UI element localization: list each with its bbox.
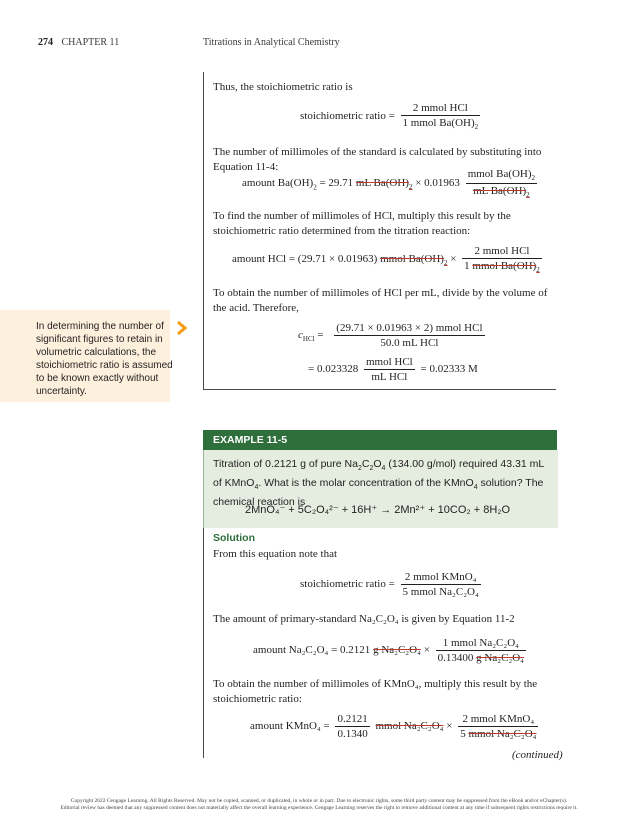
s-eq3-lhs: amount KMnO₄ = — [250, 720, 330, 733]
solution-paragraph-3: To obtain the number of millimoles of KMnO₄, multiply this result by the stoichiometric ratio: — [213, 678, 538, 705]
eq4-lhs-sub: HCl — [302, 335, 315, 344]
eq5-rhs: = 0.02333 M — [420, 363, 478, 376]
equation-amount-baoh2: amount $Ba(OH)_2 = 29.71$ mL $Ba(OH)_2 \times 0.01963$ $\frac{mmol Ba(OH)_2}{mL Ba(OH)_2}$ — [242, 168, 536, 200]
solution-equation-ratio — [300, 571, 484, 598]
s-eq1-numerator: 2 mmol KMnO₄ — [401, 571, 481, 585]
chevron-right-icon — [176, 320, 188, 336]
eq5-denominator: mL HCl — [371, 371, 408, 383]
s-eq1-lhs: stoichiometric ratio = — [300, 578, 395, 591]
eq3-strike: mmol Ba(OH) — [380, 253, 444, 266]
s-eq2-strike: g Na₂C₂O₄ — [373, 644, 421, 657]
eq3-numerator: 2 mmol HCl — [462, 245, 542, 259]
continued-label — [512, 748, 563, 763]
footer-line-1: Copyright 2022 Cengage Learning. All Rights Reserved. May not be copied, scanned, or duplicated, in whole or in part. Due to electronic rights, some third party content may be suppressed from the eBook and/or eChapter(s). — [70, 798, 568, 804]
eq2-strike: mL Ba(OH) — [355, 177, 409, 190]
solution-equation-kmno4 — [250, 713, 541, 740]
s-eq3-strike: mmol Na₂C₂O₄ — [375, 720, 444, 733]
eq3-times: × — [450, 253, 457, 266]
s-eq3-f1-denominator: 0.1340 — [337, 728, 368, 740]
s-eq2-times: × — [423, 644, 430, 657]
eq2-times: × 0.01963 — [415, 177, 460, 190]
eq2-denominator: mL Ba(OH) — [473, 185, 527, 198]
problem-text-e: . What is the molar concentration of the KMnO — [258, 477, 474, 490]
equation-c-hcl — [298, 322, 488, 349]
paragraph-find-hcl: To find the number of millimoles of HCl, multiply this result by the stoichiometric ratio determined from the titration reaction: — [213, 210, 511, 237]
s-eq2-numerator: 1 mmol Na₂C₂O₄ — [436, 637, 526, 651]
page-header — [38, 37, 119, 48]
eq1-lhs: stoichiometric ratio = — [300, 110, 395, 123]
paragraph-millimoles-standard: The number of millimoles of the standard is calculated by substituting into Equation 11-4: — [213, 146, 542, 173]
example-rule-vertical — [203, 528, 204, 758]
eq2-lhs: amount Ba(OH) — [242, 177, 314, 190]
solution-equation-na2c2o4 — [253, 637, 529, 664]
equation-result-molarity — [308, 356, 478, 383]
eq2-numerator: mmol Ba(OH) — [467, 168, 532, 180]
margin-note-text: In determining the number of significant figures to retain in volumetric calculations, the stoichiometric ratio is assumed to be known exactly without uncertainty. — [36, 321, 173, 397]
s-eq3-f1-numerator: 0.2121 — [337, 713, 368, 725]
s-eq3-f2-den-pre: 5 — [460, 728, 466, 740]
eq2-mid: = 29.71 — [319, 177, 354, 190]
s-eq1-denominator: 5 mmol Na₂C₂O₄ — [402, 586, 479, 598]
eq3-lhs: amount HCl = (29.71 × 0.01963) — [232, 253, 378, 266]
footer-line-2: Editorial review has deemed that any suppressed content does not materially affect the overall learning experience. Cengage Learning reserves the right to remove additional content at any time if subsequent rights restrictions require it. — [60, 805, 578, 811]
reaction-equation: 2MnO₄⁻ + 5C₂O₄²⁻ + 16H⁺ → 2Mn²⁺ + 10CO₂ + 8H₂O — [245, 504, 511, 516]
section-rule-vertical — [203, 72, 204, 390]
running-title: Titrations in Analytical Chemistry — [203, 37, 340, 48]
problem-text-b: C — [361, 458, 370, 470]
eq3-den-strike: mmol Ba(OH) — [472, 260, 537, 272]
section-rule-horizontal — [203, 389, 556, 390]
eq5-lhs: = 0.023328 — [308, 363, 359, 376]
eq4-numerator: (29.71 × 0.01963 × 2) mmol HCl — [336, 322, 483, 334]
s-eq2-den-strike: g Na₂C₂O₄ — [476, 652, 525, 664]
eq5-numerator: mmol HCl — [365, 356, 413, 368]
s-eq3-f2-numerator: 2 mmol KMnO₄ — [458, 713, 538, 727]
equation-stoichiometric-ratio: stoichiometric ratio = $\frac{\text{2 mmol HCl}}{1 mmol Ba(OH)_2}$ — [300, 102, 479, 132]
eq1-denominator: 1 mmol Ba(OH) — [402, 117, 475, 129]
continued-text: (continued) — [512, 749, 563, 761]
equation-amount-hcl: amount HCl = (29.71 × 0.01963) mmol $Ba(OH)_2$ × $\frac{\text{2 mmol HCl}}{1 mmol Ba(OH)_2}$ — [232, 245, 540, 275]
problem-text-d: (134.00 g/mol) required 43.31 mL of KMnO — [213, 458, 544, 490]
eq4-lhs: c — [298, 329, 303, 342]
problem-text-f: solution? The chemical reaction is — [213, 477, 544, 509]
chapter-label: CHAPTER 11 — [61, 37, 120, 48]
eq4-denominator: 50.0 mL HCl — [380, 337, 439, 349]
s-eq2-lhs: amount Na₂C₂O₄ = 0.2121 — [253, 644, 371, 657]
problem-text-c: O — [373, 458, 382, 470]
solution-paragraph-1: From this equation note that — [213, 548, 338, 560]
example-problem-text: Titration of 0.2121 g of pure $Na_2C_2O_4$ (134.00 g/mol) required 43.31 mL of KMnO$_4$. What is the molar concentration of the KMnO$_4$ solution? The chemical reaction is — [213, 458, 544, 509]
s-eq2-den-pre: 0.13400 — [437, 652, 474, 664]
solution-paragraph-2: The amount of primary-standard Na₂C₂O₄ is given by Equation 11-2 — [213, 613, 515, 625]
eq4-eq: = — [317, 329, 324, 342]
example-heading: EXAMPLE 11-5 — [203, 430, 557, 450]
page-number: 274 — [38, 37, 53, 48]
problem-text-a: Titration of 0.2121 g of pure Na — [213, 458, 358, 470]
paragraph-per-ml: To obtain the number of millimoles of HCl per mL, divide by the volume of the acid. Therefore, — [213, 287, 548, 314]
copyright-footer — [0, 798, 638, 812]
s-eq3-f2-den-strike: mmol Na₂C₂O₄ — [468, 728, 537, 740]
eq1-numerator: 2 mmol HCl — [401, 102, 481, 116]
paragraph-ratio-intro: Thus, the stoichiometric ratio is — [213, 81, 353, 93]
solution-label: Solution — [213, 532, 255, 544]
s-eq3-times: × — [446, 720, 453, 733]
eq3-den-pre: 1 — [464, 260, 470, 272]
